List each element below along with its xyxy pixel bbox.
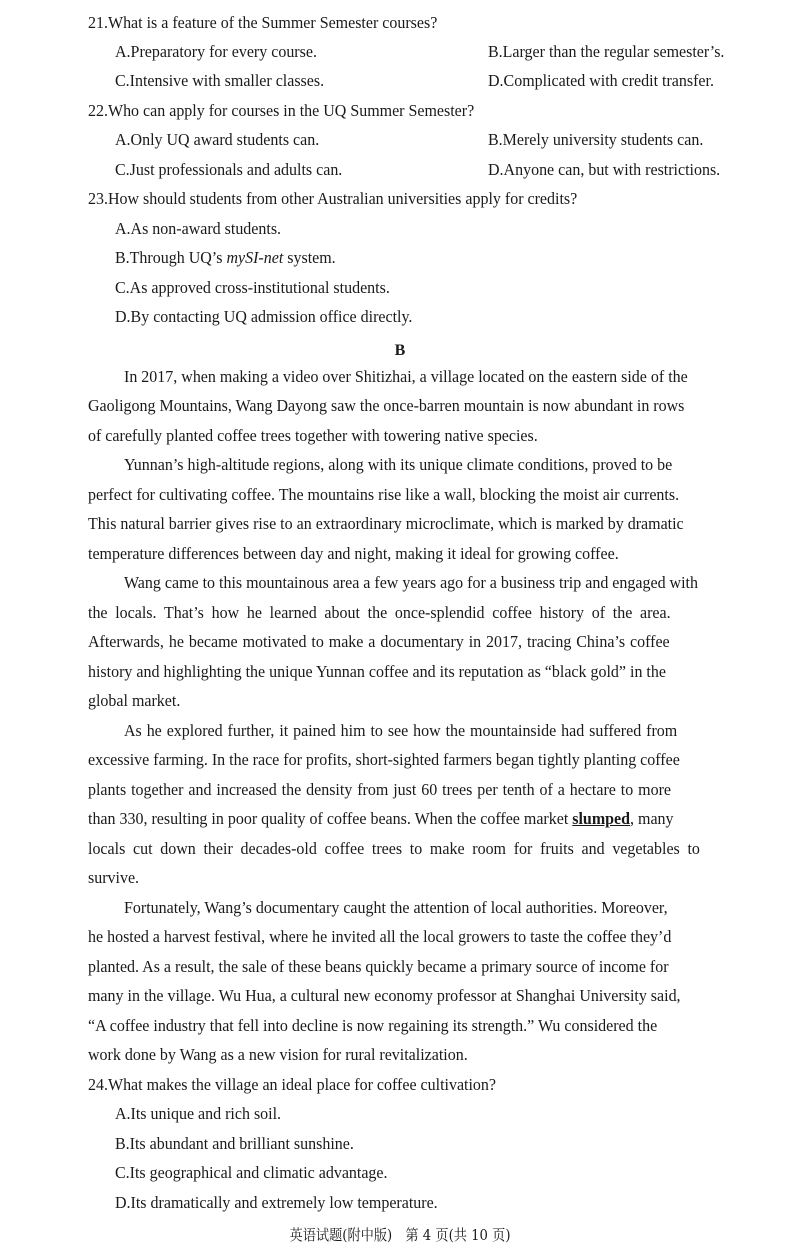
option-text: Just professionals and adults can. [129, 160, 343, 179]
option-label: D. [488, 71, 504, 90]
passage-line: global market. [88, 691, 181, 710]
option-label: B. [115, 1134, 130, 1153]
option-label: D. [115, 1193, 131, 1212]
passage-line: This natural barrier gives rise to an extraordinary microclimate, which is marked by dramatic [88, 514, 684, 533]
question-number: 21. [88, 13, 108, 32]
option-label: C. [115, 1163, 130, 1182]
question-text: What makes the village an ideal place for coffee cultivation? [107, 1075, 497, 1094]
passage-text: than 330, resulting in poor quality of coffee beans. When the coffee market [88, 809, 573, 828]
option-label: A. [115, 42, 131, 61]
option-text: By contacting UQ admission office directly. [130, 307, 413, 326]
option-text: Through UQ’s [129, 248, 227, 267]
question-text: Who can apply for courses in the UQ Summer Semester? [107, 101, 475, 120]
passage-line-with-underlined-word [88, 804, 786, 833]
passage-line: history and highlighting the unique Yunnan coffee and its reputation as “black gold” in the [88, 662, 666, 681]
option-label: A. [115, 1104, 131, 1123]
option-23-a[interactable] [115, 214, 764, 243]
option-24-c[interactable] [115, 1158, 764, 1187]
option-text: Preparatory for every course. [130, 42, 317, 61]
question-24 [88, 1070, 737, 1099]
passage-line: work done by Wang as a new vision for rural revitalization. [88, 1045, 468, 1064]
passage-line: “A coffee industry that fell into decline is now regaining its strength.” Wu considered the [88, 1016, 658, 1035]
option-label: C. [115, 278, 130, 297]
option-text: Its abundant and brilliant sunshine. [129, 1134, 354, 1153]
question-text: What is a feature of the Summer Semester courses? [107, 13, 438, 32]
option-text: Merely university students can. [502, 130, 704, 149]
option-21-d[interactable] [488, 66, 800, 95]
passage-line: plants together and increased the density from just 60 trees per tenth of a hectare to more [88, 780, 672, 799]
passage-line: Fortunately, Wang’s documentary caught the attention of local authorities. Moreover, [124, 898, 668, 917]
passage-text: , many [630, 809, 674, 828]
option-label: B. [488, 42, 503, 61]
option-label: D. [488, 160, 504, 179]
question-23 [88, 184, 737, 213]
passage-line: Gaoligong Mountains, Wang Dayong saw the once-barren mountain is now abundant in rows [88, 396, 685, 415]
option-21-b[interactable] [488, 37, 800, 66]
question-22 [88, 96, 737, 125]
option-label: B. [488, 130, 503, 149]
passage-line: of carefully planted coffee trees together with towering native species. [88, 426, 538, 445]
passage-line: Afterwards, he became motivated to make a documentary in 2017, tracing China’s coffee [88, 632, 670, 651]
option-label: A. [115, 130, 131, 149]
passage-line: locals cut down their decades-old coffee trees to make room for fruits and vegetables to [88, 839, 700, 858]
question-number: 22. [88, 101, 108, 120]
passage-line: Wang came to this mountainous area a few years ago for a business trip and engaged with [124, 573, 698, 592]
option-22-b[interactable] [488, 125, 800, 154]
option-label: A. [115, 219, 131, 238]
option-text: Anyone can, but with restrictions. [503, 160, 721, 179]
option-text: Complicated with credit transfer. [503, 71, 714, 90]
option-text: As non-award students. [130, 219, 282, 238]
passage-line: In 2017, when making a video over Shitizhai, a village located on the eastern side of the [124, 367, 688, 386]
option-label: B. [115, 248, 130, 267]
passage-line: planted. As a result, the sale of these beans quickly became a primary source of income for [88, 957, 669, 976]
passage-line: Yunnan’s high-altitude regions, along with its unique climate conditions, proved to be [124, 455, 673, 474]
option-text: Only UQ award students can. [130, 130, 320, 149]
passage-line: temperature differences between day and night, making it ideal for growing coffee. [88, 544, 619, 563]
underlined-word: slumped [572, 809, 631, 828]
passage-line: many in the village. Wu Hua, a cultural new economy professor at Shanghai University said, [88, 986, 681, 1005]
option-24-b[interactable] [115, 1129, 764, 1158]
page-footer: 英语试题(附中版) 第 4 页(共 10 页) [289, 1226, 511, 1244]
option-text: Its dramatically and extremely low temperature. [130, 1193, 438, 1212]
option-text: Its geographical and climatic advantage. [129, 1163, 388, 1182]
passage-line: he hosted a harvest festival, where he invited all the local growers to taste the coffee they’d [88, 927, 672, 946]
section-heading: B [394, 342, 406, 359]
option-23-c[interactable] [115, 273, 764, 302]
option-23-d[interactable] [115, 302, 764, 331]
question-number: 24. [88, 1075, 108, 1094]
question-text: How should students from other Australian universities apply for credits? [107, 189, 578, 208]
option-label: C. [115, 160, 130, 179]
passage-line: perfect for cultivating coffee. The mountains rise like a wall, blocking the moist air currents. [88, 485, 680, 504]
option-text: As approved cross-institutional students. [129, 278, 390, 297]
option-text: Larger than the regular semester’s. [502, 42, 725, 61]
question-number: 23. [88, 189, 108, 208]
passage-line: the locals. That’s how he learned about the once-splendid coffee history of the area. [88, 603, 671, 622]
option-label: D. [115, 307, 131, 326]
option-text: system. [283, 248, 336, 267]
option-24-d[interactable] [115, 1188, 764, 1217]
system-name: mySI-net [226, 248, 284, 267]
passage-line: As he explored further, it pained him to see how the mountainside had suffered from [124, 721, 678, 740]
option-22-d[interactable] [488, 155, 800, 184]
option-label: C. [115, 71, 130, 90]
question-21 [88, 8, 737, 37]
option-text: Its unique and rich soil. [130, 1104, 282, 1123]
option-text: Intensive with smaller classes. [129, 71, 325, 90]
passage-line: survive. [88, 868, 140, 887]
option-24-a[interactable] [115, 1099, 764, 1128]
passage-line: excessive farming. In the race for profits, short-sighted farmers began tightly planting coffee [88, 750, 680, 769]
option-23-b[interactable] [115, 243, 764, 272]
